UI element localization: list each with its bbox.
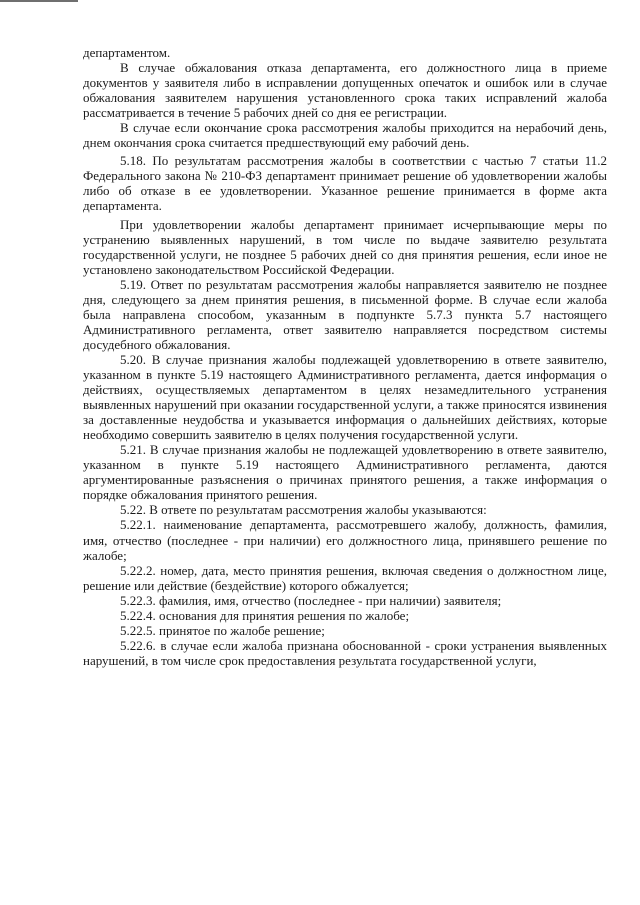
- paragraph-5-22: 5.22. В ответе по результатам рассмотрения жалобы указываются:: [120, 502, 487, 518]
- paragraph-5-19: 5.19. Ответ по результатам рассмотрения жалобы направляется заявителю не позднее дня, следующего за днем принятия решения, в письменной форме. В случае если жалоба была направлена способом, указанным в подпункте 5.7.3 пункта 5.7 настоящего Административного регламента, ответ заявителю направляется посредством системы досудебного обжалования.: [83, 276, 607, 352]
- paragraph-5-20: 5.20. В случае признания жалобы подлежащей удовлетворению в ответе заявителю, указанном в пункте 5.19 настоящего Административного регламента, дается информация о действиях, осуществляемых департаментом в целях незамедлительного устранения выявленных нарушений при оказании государственной услуги, а также приносятся извинения за доставленные неудобства и указывается информация о дальнейших действиях, которые необходимо совершить заявителю в целях получения государственной услуги.: [83, 351, 607, 443]
- document-body: [83, 45, 607, 668]
- paragraph-5-22-1: 5.22.1. наименование департамента, рассмотревшего жалобу, должность, фамилия, имя, отчество (последнее - при наличии) его должностного лица, принявшего решение по жалобе;: [83, 517, 607, 563]
- paragraph-5-22-2: 5.22.2. номер, дата, место принятия решения, включая сведения о должностном лице, решение или действие (бездействие) которого обжалуется;: [83, 562, 607, 593]
- paragraph-5-22-4: 5.22.4. основания для принятия решения по жалобе;: [120, 607, 410, 623]
- paragraph-5-22-6: 5.22.6. в случае если жалоба признана обоснованной - сроки устранения выявленных нарушений, в том числе срок предоставления результата государственной услуги,: [83, 637, 607, 668]
- paragraph-5-18: 5.18. По результатам рассмотрения жалобы в соответствии с частью 7 статьи 11.2 Федерального закона № 210-ФЗ департамент принимает решение об удовлетворении жалобы либо об отказе в ее удовлетворении. Указанное решение принимается в форме акта департамента.: [83, 153, 607, 214]
- paragraph-5-21: 5.21. В случае признания жалобы не подлежащей удовлетворению в ответе заявителю, указанном в пункте 5.19 настоящего Административного регламента, даются аргументированные разъяснения о причинах принятого решения, а также информация о порядке обжалования принятого решения.: [83, 442, 607, 503]
- paragraph-5-22-5: 5.22.5. принятое по жалобе решение;: [120, 622, 325, 638]
- paragraph-satisfaction-measures: При удовлетворении жалобы департамент принимает исчерпывающие меры по устранению выявленных нарушений, в том числе по выдаче заявителю результата государственной услуги, не позднее 5 рабочих дней со дня принятия решения, если иное не установлено законодательством Российской Федерации.: [83, 216, 607, 277]
- scan-edge-mark: [0, 0, 78, 2]
- paragraph-appeal-refusal: В случае обжалования отказа департамента, его должностного лица в приеме документов у заявителя либо в исправлении допущенных опечаток и ошибок или в случае обжалования заявителем нарушения установленного срока таких исправлений жалоба рассматривается в течение 5 рабочих дней со дня ее регистрации.: [83, 60, 607, 121]
- paragraph-continuation: департаментом.: [83, 45, 171, 60]
- paragraph-nonworking-day: В случае если окончание срока рассмотрения жалобы приходится на нерабочий день, днем окончания срока считается предшествующий ему рабочий день.: [83, 120, 607, 151]
- paragraph-5-22-3: 5.22.3. фамилия, имя, отчество (последнее - при наличии) заявителя;: [120, 592, 502, 608]
